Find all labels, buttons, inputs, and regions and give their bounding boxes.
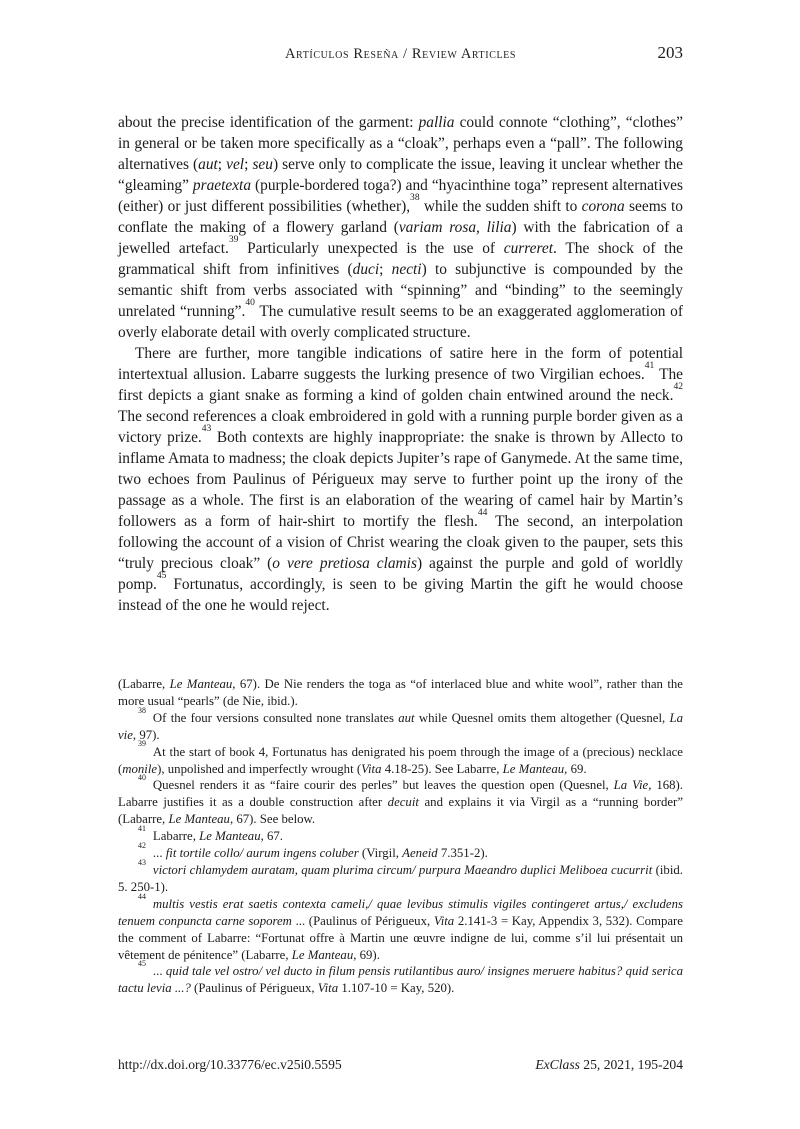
text-run: ) to subjunctive is compounded by the semantic shift from verbs associated with “spinning” and “binding” to the seemingly unrelated “running”. <box>118 261 683 320</box>
page-header <box>118 43 683 63</box>
text-run: and explains it via Virgil as a “running border” (Labarre, <box>118 795 683 827</box>
text-run: Quesnel renders it as “faire courir des perles” but leaves the question open (Quesnel, <box>152 778 614 793</box>
text-run: The second, an interpolation following the account of a vision of Christ wearing the cloak given to the pauper, sets this “truly precious cloak” ( <box>118 513 683 572</box>
footnote-40 <box>118 773 683 828</box>
text-run: Le Manteau <box>199 829 261 844</box>
text-run: while the sudden shift to <box>419 198 582 215</box>
text-run: (purple-bordered toga?) and “hyacinthine toga” represent alternatives (either) or just different possibilities (whether), <box>118 177 683 215</box>
page-number: 203 <box>657 43 683 62</box>
footnote-number: 43 <box>138 857 146 867</box>
text-run: victori chlamydem auratam, quam plurima circum/ purpura Maeandro duplici Meliboea cucurrit <box>152 862 653 877</box>
text-run: La Vie <box>613 778 649 793</box>
text-run: fit tortile collo/ aurum ingens coluber <box>165 846 359 861</box>
text-run: decuit <box>387 795 419 810</box>
text-run: (Paulinus of Périgueux, <box>190 981 318 996</box>
running-title: Artículos Reseña / Review Articles <box>284 46 517 62</box>
text-run: Labarre, <box>152 829 200 844</box>
text-run: 1.107-10 = Kay, 520). <box>338 981 455 996</box>
journal-reference <box>535 1057 683 1073</box>
text-run: corona <box>581 198 625 215</box>
footnote-ref: 43 <box>201 423 212 435</box>
text-run: ; <box>379 261 392 278</box>
footnote-number: 42 <box>138 840 146 850</box>
text-run: Le Manteau <box>502 761 565 776</box>
text-run: At the start of book 4, Fortunatus has denigrated his poem through the image of a (precious) necklace ( <box>118 744 683 776</box>
footnote-ref: 40 <box>245 297 255 309</box>
footnote-number: 38 <box>138 705 146 715</box>
footnote-38 <box>118 705 683 744</box>
text-run: ... <box>152 964 166 979</box>
text-run: The first depicts a giant snake as forming a kind of golden chain entwined around the neck. <box>118 366 684 404</box>
text-run: , 69. <box>564 761 587 776</box>
page-footer <box>118 1057 683 1073</box>
body-paragraphs <box>118 112 683 616</box>
text-run: seems to conflate the making of a flowery garland ( <box>118 198 683 236</box>
footnote-41 <box>118 823 683 845</box>
text-run: ; <box>217 156 227 173</box>
text-run: Vita <box>317 981 339 996</box>
text-run: , 168). Labarre justifies it as a double construction after <box>118 778 683 810</box>
text-run: 4.18-25). See Labarre, <box>381 761 503 776</box>
text-run: ) against the purple and gold of worldly pomp. <box>118 555 683 593</box>
footnote-number: 40 <box>138 773 146 783</box>
text-run: Vita <box>433 913 455 928</box>
footnote-ref: 44 <box>477 507 488 519</box>
text-run: Particularly unexpected is the use of <box>238 240 504 257</box>
text-run: La vie <box>118 710 683 742</box>
text-run: monile <box>122 761 158 776</box>
footnote-ref: 38 <box>410 192 420 204</box>
text-run: Fortunatus, accordingly, is seen to be giving Martin the gift he would choose instead of the one he would reject. <box>118 576 683 614</box>
text-run: ) with the fabrication of a jewelled artefact. <box>118 219 683 257</box>
text-run: ) serve only to complicate the issue, leaving it unclear whether the “gleaming” <box>118 156 683 194</box>
footnote-ref: 45 <box>156 570 167 582</box>
text-run: about the precise identification of the garment: <box>118 114 419 131</box>
footnote-number: 39 <box>138 739 146 749</box>
text-run: Le Manteau <box>291 947 354 962</box>
footnote-ref: 39 <box>228 234 239 246</box>
text-run: while Quesnel omits them altogether (Quesnel, <box>414 710 670 725</box>
text-run: Le Manteau <box>168 812 230 827</box>
text-run: seu <box>252 156 273 173</box>
paragraph-1 <box>118 112 683 343</box>
footnote-number: 45 <box>138 959 146 969</box>
footnote-42 <box>118 840 683 862</box>
text-run: , 67). De Nie renders the toga as “of interlaced blue and white wool”, rather than the more usual “pearls” (de Nie, ibid.). <box>118 677 683 708</box>
text-run: The cumulative result seems to be an exaggerated agglomeration of overly elaborate detail with overly complicated structure. <box>118 303 684 341</box>
footnote-45 <box>118 959 683 997</box>
footnote-ref: 41 <box>644 360 655 372</box>
text-run: duci <box>352 261 380 278</box>
text-run: , 97). <box>132 727 160 742</box>
text-run: o vere pretiosa clamis <box>272 555 417 572</box>
text-run: could connote “clothing”, “clothes” in general or be taken more specifically as a “cloak”, perhaps even a “pall”. The following alternatives ( <box>118 114 683 173</box>
footnote-43 <box>118 857 683 896</box>
text-run: Le Manteau <box>169 677 233 691</box>
text-run: vel <box>226 156 245 173</box>
footnote-continuation <box>118 676 683 710</box>
text-run: (Virgil, <box>358 846 403 861</box>
text-run: Aeneid <box>402 846 438 861</box>
text-run: , 67. <box>260 829 284 844</box>
footnote-number: 44 <box>138 891 146 901</box>
text-run: ; <box>244 156 253 173</box>
text-run: , 67). See below. <box>229 812 316 827</box>
text-run: Of the four versions consulted none translates <box>152 710 399 725</box>
text-run: praetexta <box>192 177 252 194</box>
footnote-39 <box>118 739 683 778</box>
text-run: pallia <box>418 114 455 131</box>
text-run: Both contexts are highly inappropriate: the snake is thrown by Allecto to inflame Amata to madness; the cloak depicts Jupiter’s rape of Ganymede. At the same time, two echoes from Paulinus of Périgueux may serve to further point up the irony of the passage as a whole. The first is an elaboration of the wearing of camel hair by Martin’s followers as a form of hair-shirt to mortify the flesh. <box>118 429 683 530</box>
text-run: quid tale vel ostro/ vel ducto in filum pensis rutilantibus auro/ insignes meruere habitus? quid serica tactu levia ...? <box>118 964 683 996</box>
footnote-number: 41 <box>138 823 146 833</box>
doi-link[interactable]: http://dx.doi.org/10.33776/ec.v25i0.5595 <box>118 1057 342 1072</box>
footnote-ref: 42 <box>673 381 683 393</box>
footnotes <box>118 676 683 997</box>
text-run: There are further, more tangible indications of satire here in the form of potential intertextual allusion. Labarre suggests the lurking presence of two Virgilian echoes. <box>118 345 683 383</box>
text-run: , 69). <box>353 947 380 962</box>
text-run: ), unpolished and imperfectly wrought ( <box>157 761 362 776</box>
text-run: 2.141-3 = Kay, Appendix 3, 532). Compare the comment of Labarre: “Fortunat offre à Martin une œuvre indigne de lui, comme s’il lui présentait un vêtement de pénitence” (Labarre, <box>118 913 683 962</box>
text-run: ExClass <box>535 1057 580 1072</box>
text-run: 25, 2021, 195-204 <box>579 1057 683 1072</box>
text-run: curreret <box>503 240 554 257</box>
text-run: 7.351-2). <box>437 846 488 861</box>
text-run: The second references a cloak embroidered in gold with a running purple border given as a victory prize. <box>118 408 683 446</box>
text-run: aut <box>198 156 218 173</box>
text-run: multis vestis erat saetis contexta cameli,/ quae levibus stimulis vigiles contingeret artus,/ excludens tenuem conpuncta carne soporem <box>118 896 683 928</box>
text-run: . The shock of the grammatical shift from infinitives ( <box>118 240 683 278</box>
text-run: necti <box>391 261 422 278</box>
text-run: ... <box>152 846 166 861</box>
text-run: variam rosa, lilia <box>398 219 512 236</box>
text-run: (Labarre, <box>118 677 170 691</box>
text-run: ... (Paulinus of Périgueux, <box>291 913 434 928</box>
footnote-44 <box>118 891 683 964</box>
text-run: (ibid. 5. 250-1). <box>118 862 683 894</box>
text-run: Vita <box>361 761 382 776</box>
paragraph-2 <box>118 343 683 616</box>
text-run: aut <box>398 710 415 725</box>
